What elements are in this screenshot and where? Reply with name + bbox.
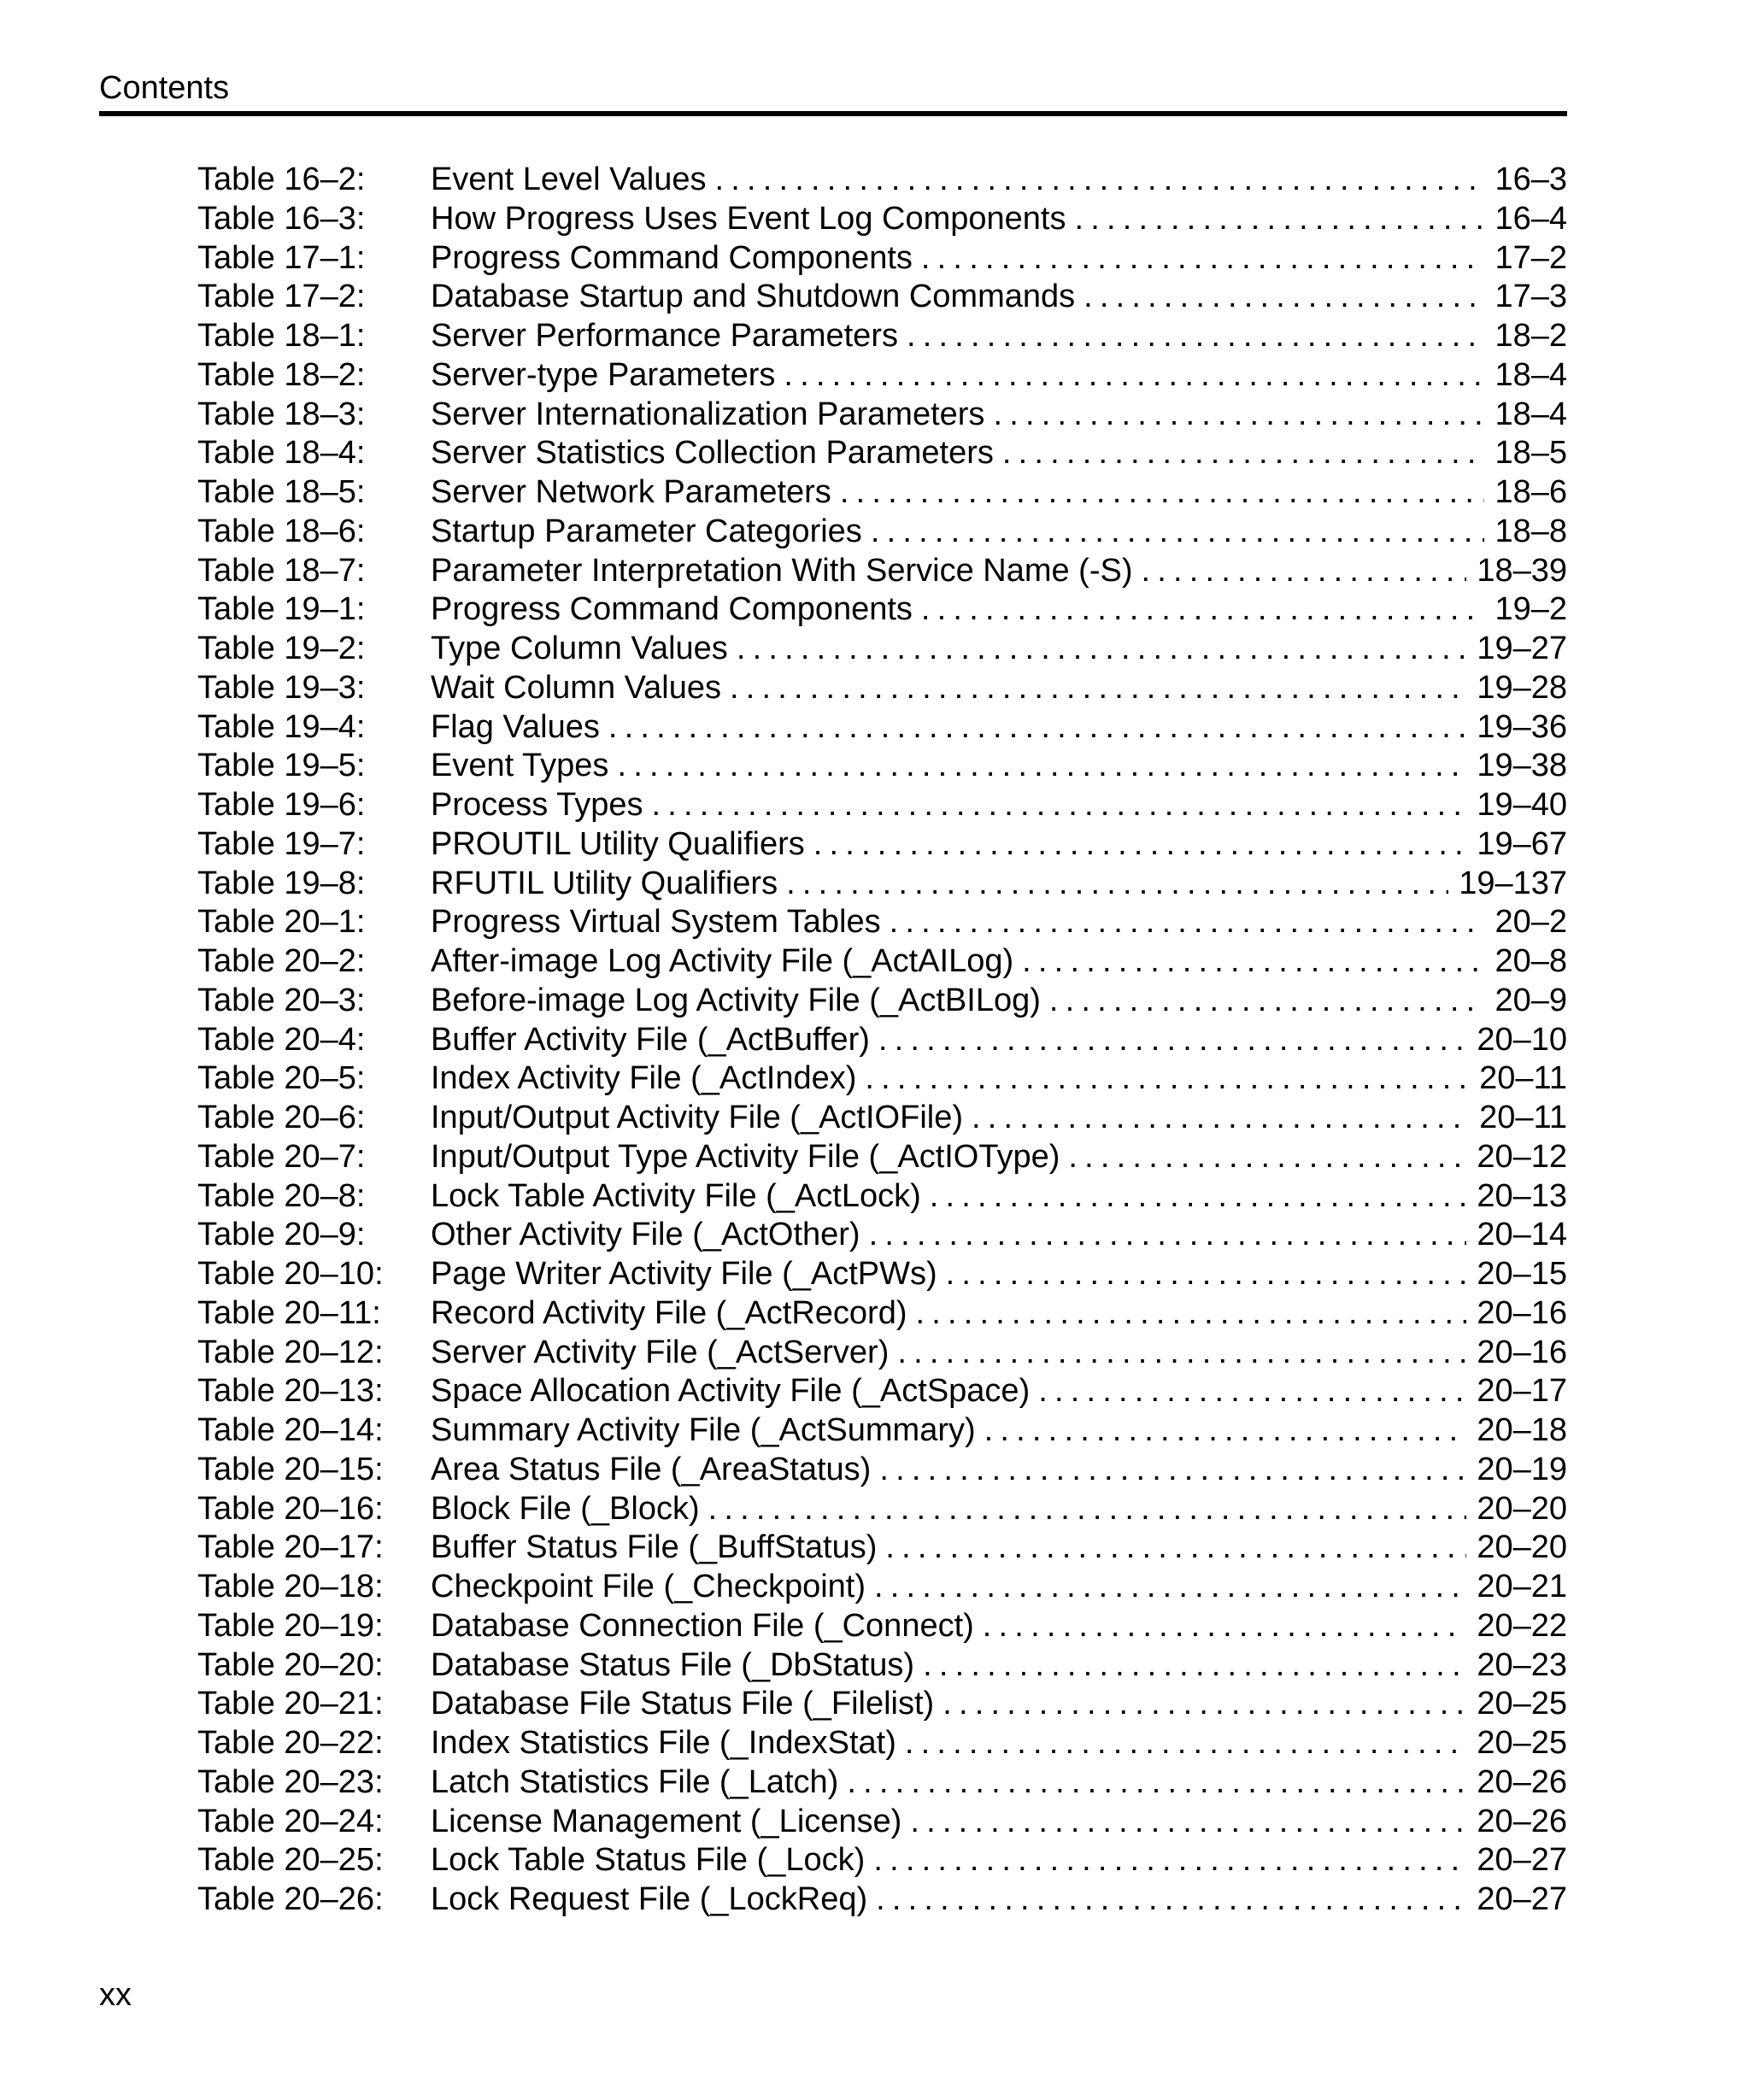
toc-entry[interactable] [197,1099,1567,1138]
dot-leader [885,1528,1466,1568]
toc-entry-page: 20–9 [1484,982,1567,1021]
toc-entry-line [431,1528,1567,1568]
toc-entry-line [431,1372,1567,1411]
toc-entry-title: Space Allocation Activity File (_ActSpace) [431,1372,1038,1411]
toc-entry-label: Table 19–4: [197,708,366,745]
toc-entry-title: Server Statistics Collection Parameters [431,434,1002,473]
dot-leader [1074,200,1484,239]
toc-entry-label: Table 18–2: [197,356,366,393]
toc-entry-line [431,1294,1567,1334]
toc-entry-title: PROUTIL Utility Qualifiers [431,825,813,865]
dot-leader [871,513,1485,552]
toc-entry[interactable] [197,1138,1567,1177]
toc-entry-line [431,1099,1567,1138]
dot-leader [916,1294,1467,1334]
toc-entry[interactable] [197,1334,1567,1373]
toc-entry-page: 18–8 [1484,513,1567,552]
toc-entry-label: Table 19–5: [197,748,366,784]
toc-entry-title: Other Activity File (_ActOther) [431,1216,869,1255]
toc-entry-line [431,239,1567,279]
toc-entry[interactable] [197,786,1567,825]
toc-entry-label: Table 20–23: [197,1763,384,1800]
toc-entry[interactable] [197,317,1567,356]
toc-entry-title: RFUTIL Utility Qualifiers [431,865,786,904]
toc-entry-label: Table 20–17: [197,1529,384,1566]
toc-entry-title: Progress Command Components [431,590,921,630]
toc-entry-title: Server Performance Parameters [431,317,907,356]
dot-leader [865,1059,1469,1099]
dot-leader [1083,278,1484,317]
toc-entry-label: Table 20–11: [197,1294,381,1331]
toc-entry-line [431,942,1567,982]
toc-entry-label: Table 20–1: [197,904,366,941]
toc-entry-line [431,825,1567,865]
toc-entry-line [431,1803,1567,1842]
toc-entry-page: 20–20 [1466,1490,1567,1529]
toc-entry-page: 20–19 [1466,1451,1567,1490]
toc-entry-page: 18–39 [1466,552,1567,591]
toc-entry-page: 19–137 [1448,865,1567,904]
toc-entry-title: How Progress Uses Event Log Components [431,200,1074,239]
toc-entry-page: 20–11 [1469,1059,1567,1099]
toc-entry-label: Table 17–1: [197,239,366,276]
toc-entry-page: 19–38 [1466,747,1567,786]
dot-leader [1068,1138,1466,1177]
toc-entry-title: Process Types [431,786,652,825]
toc-entry-page: 20–13 [1466,1177,1567,1217]
toc-entry[interactable] [197,1803,1567,1842]
toc-entry-label: Table 20–16: [197,1490,384,1527]
toc-entry-line [431,1177,1567,1217]
toc-entry[interactable] [197,1451,1567,1490]
toc-entry-label: Table 20–6: [197,1100,366,1135]
toc-entry-page: 19–28 [1466,669,1567,708]
dot-leader [869,1216,1467,1255]
toc-entry-line [431,552,1567,591]
toc-entry-line [431,356,1567,396]
toc-entry-title: Server-type Parameters [431,356,784,396]
toc-entry-label: Table 19–6: [197,787,366,823]
toc-entry-page: 17–2 [1484,239,1567,279]
toc-entry-page: 20–15 [1466,1255,1567,1294]
toc-entry-line [431,1411,1567,1451]
toc-entry-line [431,630,1567,669]
dot-leader [617,747,1466,786]
toc-entry[interactable] [197,356,1567,396]
toc-entry-label: Table 20–19: [197,1607,384,1644]
toc-entry-page: 19–27 [1466,630,1567,669]
toc-entry-page: 20–27 [1466,1841,1567,1880]
toc-entry[interactable] [197,552,1567,591]
toc-entry-page: 20–22 [1466,1607,1567,1646]
toc-entry-title: Lock Table Activity File (_ActLock) [431,1177,930,1217]
dot-leader [878,1021,1466,1060]
toc-entry[interactable] [197,1255,1567,1294]
toc-entry-line [431,1841,1567,1880]
dot-leader [737,630,1467,669]
toc-entry-title: Server Activity File (_ActServer) [431,1334,897,1373]
dot-leader [1022,942,1484,982]
toc-entry-line [431,1451,1567,1490]
toc-entry-title: Flag Values [431,708,608,748]
dot-leader [652,786,1467,825]
toc-entry[interactable] [197,1216,1567,1255]
toc-entry-label: Table 20–10: [197,1256,384,1292]
toc-entry-title: Page Writer Activity File (_ActPWs) [431,1255,946,1294]
toc-entry-label: Table 20–8: [197,1177,366,1214]
toc-entry-page: 20–27 [1466,1880,1567,1920]
toc-entry-page: 20–26 [1466,1803,1567,1842]
toc-entry-page: 20–16 [1466,1334,1567,1373]
toc-entry-page: 20–25 [1466,1685,1567,1724]
toc-entry-label: Table 16–2: [197,161,366,197]
toc-entry-label: Table 19–7: [197,825,366,862]
toc-entry-page: 19–40 [1466,786,1567,825]
toc-entry-title: Summary Activity File (_ActSummary) [431,1411,984,1451]
dot-leader [715,161,1485,200]
toc-entry-line [431,669,1567,708]
toc-entry-label: Table 20–5: [197,1060,366,1097]
toc-entry[interactable] [197,1724,1567,1763]
toc-entry-title: Server Internationalization Parameters [431,396,993,435]
toc-entry[interactable] [197,1568,1567,1607]
dot-leader [972,1099,1469,1138]
dot-leader [1038,1372,1466,1411]
toc-entry-title: Checkpoint File (_Checkpoint) [431,1568,874,1607]
toc-entry-line [431,396,1567,435]
toc-entry[interactable] [197,1841,1567,1880]
dot-leader [943,1685,1466,1724]
toc-entry[interactable] [197,1528,1567,1568]
toc-entry[interactable] [197,161,1567,200]
toc-entry-title: Area Status File (_AreaStatus) [431,1451,879,1490]
toc-entry-label: Table 18–6: [197,513,366,549]
toc-entry[interactable] [197,1294,1567,1334]
toc-entry[interactable] [197,1685,1567,1724]
toc-entry-label: Table 20–25: [197,1842,384,1879]
toc-entry-title: Startup Parameter Categories [431,513,871,552]
toc-entry-page: 20–23 [1466,1646,1567,1686]
page-number: xx [99,1977,132,2013]
toc-entry-label: Table 20–26: [197,1881,384,1917]
table-of-contents-list [197,161,1567,1920]
toc-entry-label: Table 19–8: [197,865,366,901]
toc-entry-title: Lock Request File (_LockReq) [431,1880,876,1920]
toc-entry-line [431,982,1567,1021]
dot-leader [921,239,1485,279]
toc-entry-line [431,200,1567,239]
toc-entry-title: Type Column Values [431,630,737,669]
toc-entry-label: Table 19–3: [197,669,366,706]
page-header-title: Contents [99,70,230,106]
dot-leader [879,1451,1466,1490]
dot-leader [784,356,1484,396]
dot-leader [873,1841,1466,1880]
toc-entry-label: Table 18–1: [197,318,366,354]
toc-entry-title: Wait Column Values [431,669,730,708]
toc-entry[interactable] [197,747,1567,786]
toc-entry-label: Table 18–4: [197,435,366,472]
toc-entry[interactable] [197,1411,1567,1451]
toc-entry-title: Latch Statistics File (_Latch) [431,1763,847,1803]
toc-entry-line [431,1216,1567,1255]
toc-entry[interactable] [197,1880,1567,1920]
toc-entry-label: Table 20–2: [197,943,366,979]
dot-leader [993,396,1484,435]
toc-entry-page: 16–3 [1484,161,1567,200]
toc-entry-line [431,786,1567,825]
toc-entry-title: Input/Output Activity File (_ActIOFile) [431,1099,972,1138]
toc-entry[interactable] [197,396,1567,435]
toc-entry-label: Table 18–3: [197,396,366,432]
toc-entry-line [431,1568,1567,1607]
toc-entry-title: Before-image Log Activity File (_ActBILog) [431,982,1049,1021]
toc-entry-page: 20–25 [1466,1724,1567,1763]
toc-entry-line [431,1880,1567,1920]
toc-entry-line [431,865,1567,904]
toc-entry-line [431,1763,1567,1803]
toc-entry-title: Database Connection File (_Connect) [431,1607,983,1646]
toc-entry-page: 19–67 [1466,825,1567,865]
toc-entry[interactable] [197,825,1567,865]
toc-entry[interactable] [197,239,1567,279]
toc-entry[interactable] [197,513,1567,552]
toc-entry[interactable] [197,630,1567,669]
toc-entry-page: 20–21 [1466,1568,1567,1607]
toc-entry-label: Table 16–3: [197,200,366,237]
toc-entry-line [431,513,1567,552]
toc-entry-label: Table 20–22: [197,1725,384,1761]
toc-entry-page: 20–16 [1466,1294,1567,1334]
toc-entry-title: Input/Output Type Activity File (_ActIOType) [431,1138,1068,1177]
toc-entry-line [431,161,1567,200]
toc-entry-line [431,1021,1567,1060]
dot-leader [890,903,1485,942]
toc-entry-page: 18–5 [1484,434,1567,473]
dot-leader [946,1255,1467,1294]
dot-leader [1002,434,1485,473]
toc-entry-title: Progress Virtual System Tables [431,903,890,942]
dot-leader [907,317,1484,356]
toc-entry[interactable] [197,1490,1567,1529]
toc-entry[interactable] [197,1059,1567,1099]
toc-entry-title: Record Activity File (_ActRecord) [431,1294,916,1334]
toc-entry-label: Table 20–12: [197,1334,384,1370]
toc-entry-page: 18–6 [1484,473,1567,513]
toc-entry-title: Server Network Parameters [431,473,840,513]
toc-entry-label: Table 18–5: [197,474,366,510]
toc-entry-page: 19–36 [1466,708,1567,748]
toc-entry-page: 20–2 [1484,903,1567,942]
dot-leader [1142,552,1467,591]
toc-entry[interactable] [197,1763,1567,1803]
toc-entry-line [431,708,1567,748]
toc-entry-title: Event Types [431,747,617,786]
toc-entry-label: Table 20–7: [197,1138,366,1175]
toc-entry-line [431,1334,1567,1373]
toc-entry-label: Table 19–2: [197,631,366,666]
toc-entry-page: 18–4 [1484,396,1567,435]
toc-entry-page: 20–8 [1484,942,1567,982]
dot-leader [923,1646,1466,1686]
toc-entry-label: Table 20–18: [197,1569,384,1604]
toc-entry-label: Table 18–7: [197,552,366,589]
toc-entry[interactable] [197,1607,1567,1646]
toc-entry-title: Buffer Status File (_BuffStatus) [431,1528,885,1568]
dot-leader [983,1607,1467,1646]
toc-entry-line [431,1490,1567,1529]
toc-entry-line [431,317,1567,356]
dot-leader [840,473,1485,513]
toc-entry-page: 18–2 [1484,317,1567,356]
dot-leader [847,1763,1466,1803]
toc-entry-page: 20–18 [1466,1411,1567,1451]
toc-entry-title: Database Startup and Shutdown Commands [431,278,1083,317]
toc-entry-title: Buffer Activity File (_ActBuffer) [431,1021,878,1060]
toc-entry-page: 20–14 [1466,1216,1567,1255]
toc-entry-label: Table 20–21: [197,1686,384,1722]
toc-entry-line [431,1255,1567,1294]
toc-entry-label: Table 20–14: [197,1412,384,1448]
toc-entry[interactable] [197,669,1567,708]
toc-entry-line [431,1138,1567,1177]
dot-leader [897,1334,1466,1373]
dot-leader [1049,982,1485,1021]
toc-entry-label: Table 17–2: [197,279,366,315]
toc-entry-line [431,473,1567,513]
toc-entry-line [431,1607,1567,1646]
toc-entry-page: 20–10 [1466,1021,1567,1060]
toc-entry-title: Index Statistics File (_IndexStat) [431,1724,905,1763]
toc-entry-title: Database Status File (_DbStatus) [431,1646,923,1686]
dot-leader [708,1490,1467,1529]
toc-entry-label: Table 20–15: [197,1451,384,1487]
toc-entry-label: Table 19–1: [197,591,366,628]
toc-entry-title: License Management (_License) [431,1803,910,1842]
toc-entry-line [431,434,1567,473]
toc-entry-label: Table 20–3: [197,982,366,1018]
toc-entry[interactable] [197,982,1567,1021]
toc-entry-title: Index Activity File (_ActIndex) [431,1059,865,1099]
toc-entry-page: 18–4 [1484,356,1567,396]
toc-entry[interactable] [197,590,1567,630]
dot-leader [874,1568,1466,1607]
toc-entry-line [431,747,1567,786]
toc-entry-page: 16–4 [1484,200,1567,239]
toc-entry-line [431,1059,1567,1099]
toc-entry[interactable] [197,865,1567,904]
toc-entry[interactable] [197,434,1567,473]
toc-entry-page: 20–11 [1469,1099,1567,1138]
dot-leader [876,1880,1466,1920]
toc-entry[interactable] [197,903,1567,942]
toc-entry[interactable] [197,708,1567,748]
dot-leader [813,825,1467,865]
toc-entry-label: Table 20–9: [197,1217,366,1253]
dot-leader [608,708,1466,748]
dot-leader [786,865,1448,904]
toc-entry[interactable] [197,942,1567,982]
toc-entry[interactable] [197,1021,1567,1060]
toc-entry-title: Block File (_Block) [431,1490,708,1529]
toc-entry-line [431,278,1567,317]
toc-entry-page: 20–17 [1466,1372,1567,1411]
header-rule [99,111,1567,116]
toc-entry-title: Event Level Values [431,161,715,200]
toc-entry-line [431,1646,1567,1686]
toc-entry-title: Progress Command Components [431,239,921,279]
dot-leader [730,669,1466,708]
toc-entry[interactable] [197,473,1567,513]
toc-entry-title: Parameter Interpretation With Service Name (-S) [431,552,1142,591]
toc-entry[interactable] [197,1646,1567,1686]
toc-entry-line [431,903,1567,942]
toc-entry[interactable] [197,1372,1567,1411]
toc-entry-line [431,590,1567,630]
toc-entry-page: 19–2 [1484,590,1567,630]
toc-entry-page: 17–3 [1484,278,1567,317]
toc-entry[interactable] [197,278,1567,317]
dot-leader [984,1411,1467,1451]
toc-entry-line [431,1724,1567,1763]
dot-leader [921,590,1485,630]
toc-entry-label: Table 20–13: [197,1373,384,1410]
dot-leader [930,1177,1467,1217]
toc-entry-title: Database File Status File (_Filelist) [431,1685,943,1724]
toc-entry[interactable] [197,1177,1567,1217]
toc-entry[interactable] [197,200,1567,239]
toc-entry-page: 20–26 [1466,1763,1567,1803]
dot-leader [910,1803,1466,1842]
toc-entry-title: Lock Table Status File (_Lock) [431,1841,873,1880]
toc-entry-page: 20–12 [1466,1138,1567,1177]
toc-entry-label: Table 20–20: [197,1646,384,1683]
toc-entry-title: After-image Log Activity File (_ActAILog) [431,942,1022,982]
toc-entry-line [431,1685,1567,1724]
toc-entry-label: Table 20–24: [197,1803,384,1839]
toc-entry-page: 20–20 [1466,1528,1567,1568]
toc-entry-label: Table 20–4: [197,1021,366,1058]
dot-leader [905,1724,1466,1763]
